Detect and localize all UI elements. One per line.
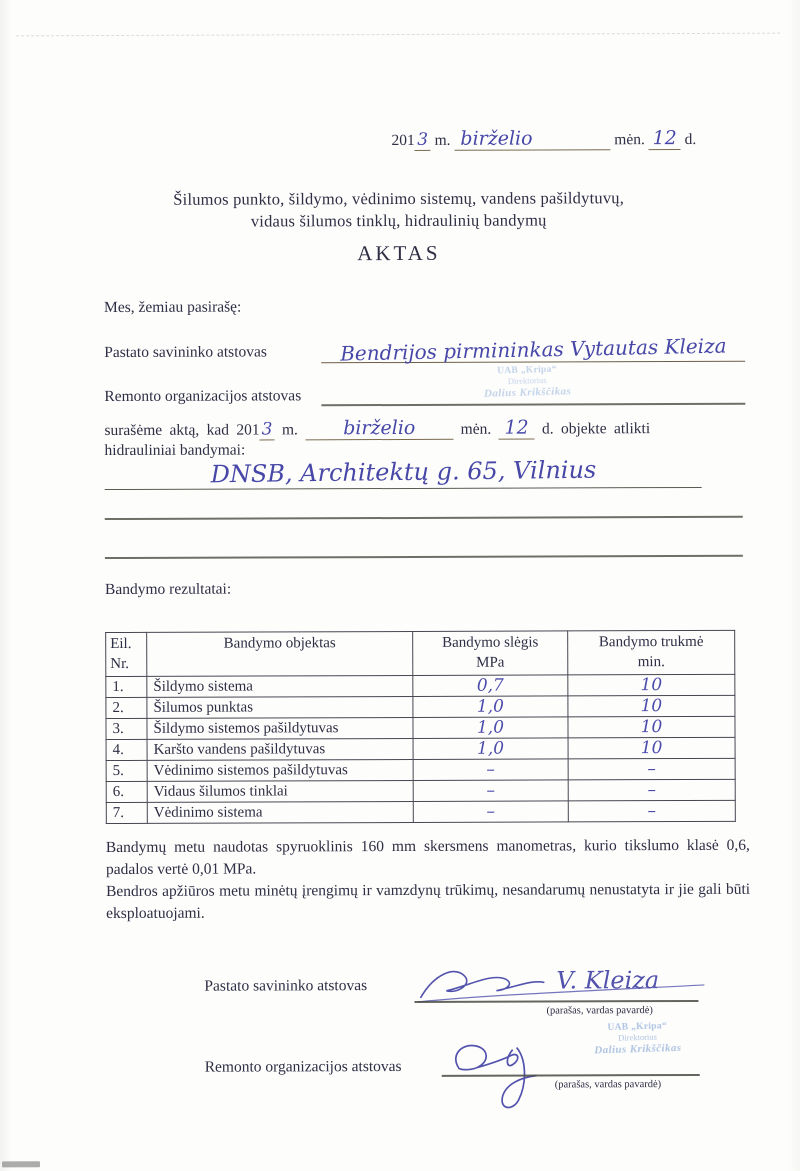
contractor-value-line (321, 403, 745, 406)
cell-object: Šildymo sistema (147, 675, 413, 697)
scan-edge-mark (2, 1161, 40, 1167)
cell-duration: 10 (568, 674, 735, 696)
intro-text: Mes, žemiau pasirašę: (103, 298, 242, 317)
th-pressure-line2: MPa (476, 654, 505, 671)
cell-pressure: 0,7 (413, 675, 568, 697)
act-year-handwritten: 3 (260, 421, 275, 440)
cell-duration: 10 (568, 716, 735, 738)
date-d-label: d. (684, 130, 697, 149)
stamp-title: Direktorius (507, 374, 547, 387)
th-object: Bandymo objektas (147, 631, 413, 676)
act-month-handwritten: birželio (305, 419, 453, 440)
cell-duration: – (568, 779, 735, 801)
notes-block (106, 835, 750, 925)
cell-duration: 10 (568, 737, 735, 759)
top-date-line (391, 129, 696, 151)
owner-signature (416, 955, 706, 1006)
cell-pressure: – (413, 801, 568, 823)
stamp-company-name: UAB „Kripa“ (497, 364, 557, 377)
object-address-line (105, 457, 702, 490)
note-inspection: Bendros apžiūros metu minėtų įrengimų ir vamzdynų trūkimų, nesandarumų nenustatyta ir jie gali būti eksploatuojami. (106, 880, 751, 923)
sig1-label: Pastato savininko atstovas (204, 977, 368, 995)
table-row (106, 737, 735, 760)
company-stamp-middle (442, 363, 613, 401)
blank-rule-1 (105, 516, 743, 520)
cell-nr: 5. (106, 760, 147, 781)
cell-pressure: – (413, 759, 568, 781)
act-pre: surašėme aktą, kad 201 (104, 421, 260, 440)
sig2-line (442, 1074, 700, 1076)
cell-object: Vėdinimo sistemos pašildytuvas (147, 759, 413, 781)
table-row (106, 779, 735, 802)
owner-label: Pastato savininko atstovas (104, 343, 267, 362)
results-table-head (106, 630, 735, 676)
date-prefix: 201 (391, 131, 415, 150)
date-men-label: mėn. (614, 131, 645, 149)
subtitle-line-2: vidaus šilumos tinklų, hidraulinių bandymų (250, 210, 547, 231)
th-pressure (413, 631, 568, 676)
sig2-label: Remonto organizacijos atstovas (204, 1057, 402, 1076)
table-row (106, 695, 735, 718)
cell-pressure: 1,0 (413, 696, 568, 718)
scan-fold-line (16, 33, 780, 37)
cell-object: Šilumos punktas (147, 696, 413, 718)
th-duration-line1: Bandymo trukmė (598, 633, 704, 651)
results-label: Bandymo rezultatai: (104, 580, 232, 599)
cell-nr: 1. (106, 676, 147, 697)
act-day-handwritten: 12 (499, 419, 535, 440)
cell-duration: 10 (568, 695, 735, 717)
cell-pressure: – (413, 780, 568, 802)
owner-signature-name: V. Kleiza (556, 966, 660, 995)
act-men-label: mėn. (460, 420, 492, 438)
header-row (106, 630, 735, 676)
cell-nr: 6. (106, 781, 147, 802)
cell-object: Karšto vandens pašildytuvas (147, 738, 413, 760)
cell-pressure: 1,0 (413, 717, 568, 739)
results-table (105, 630, 736, 824)
sig1-caption: (parašas, vardas pavardė) (546, 1005, 653, 1017)
date-day-handwritten: 12 (649, 129, 681, 150)
blank-rule-2 (105, 555, 743, 559)
act-m-label: m. (281, 421, 298, 439)
contractor-label: Remonto organizacijos atstovas (104, 387, 302, 406)
table-row (106, 800, 735, 823)
th-eil: Eil. (110, 635, 132, 653)
object-address-handwritten: DNSB, Architektų g. 65, Vilnius (210, 455, 597, 489)
cell-duration: – (568, 758, 735, 780)
cell-nr: 7. (106, 802, 147, 823)
cell-object: Vėdinimo sistema (147, 801, 413, 823)
th-duration-line2: min. (637, 653, 665, 670)
owner-value-line (321, 333, 745, 366)
date-m-label: m. (434, 131, 451, 149)
cell-object: Vidaus šilumos tinklai (147, 780, 413, 802)
table-row (106, 674, 735, 697)
act-statement-line1 (104, 418, 752, 441)
stamp-person-name-2: Dalius Krikščikas (594, 1041, 682, 1057)
cell-nr: 4. (106, 739, 147, 760)
stamp-company-name-2: UAB „Kripa“ (607, 1021, 668, 1034)
subtitle-line-1: Šilumos punkto, šildymo, vėdinimo sistemų, vandens pašildytuvų, (173, 188, 625, 209)
act-post: d. objekte atlikti (541, 420, 651, 438)
th-nr: Nr. (110, 655, 130, 672)
results-table-wrap (105, 630, 736, 824)
cell-nr: 2. (106, 697, 147, 718)
table-row (106, 716, 735, 739)
stamp-title-2: Direktorius (618, 1031, 658, 1043)
cell-nr: 3. (106, 718, 147, 739)
th-duration (568, 630, 735, 675)
cell-pressure: 1,0 (413, 738, 568, 760)
act-statement-line2: hidrauliniai bandymai: (104, 441, 246, 460)
table-row (106, 758, 735, 781)
date-month-handwritten: birželio (454, 129, 610, 150)
sig2-caption: (parašas, vardas pavardė) (554, 1079, 662, 1091)
date-year-handwritten: 3 (415, 132, 431, 151)
note-manometer: Bandymų metu naudotas spyruoklinis 160 mm skersmens manometras, kurio tikslumo klasė 0,6, padalos vertė 0,01 MPa. (105, 836, 750, 879)
th-pressure-line1: Bandymo slėgis (442, 634, 539, 651)
document-subtitle (0, 187, 799, 234)
stamp-person-name: Dalius Krikščikas (483, 384, 572, 400)
cell-duration: – (568, 800, 735, 822)
document-heading: AKTAS (357, 240, 441, 266)
th-eil-nr (106, 632, 147, 676)
cell-object: Šildymo sistemos pašildytuvas (147, 717, 413, 739)
company-stamp-bottom (557, 1020, 718, 1058)
owner-value-handwritten: Bendrijos pirmininkas Vytautas Kleiza (339, 333, 727, 366)
results-table-body (106, 674, 736, 823)
